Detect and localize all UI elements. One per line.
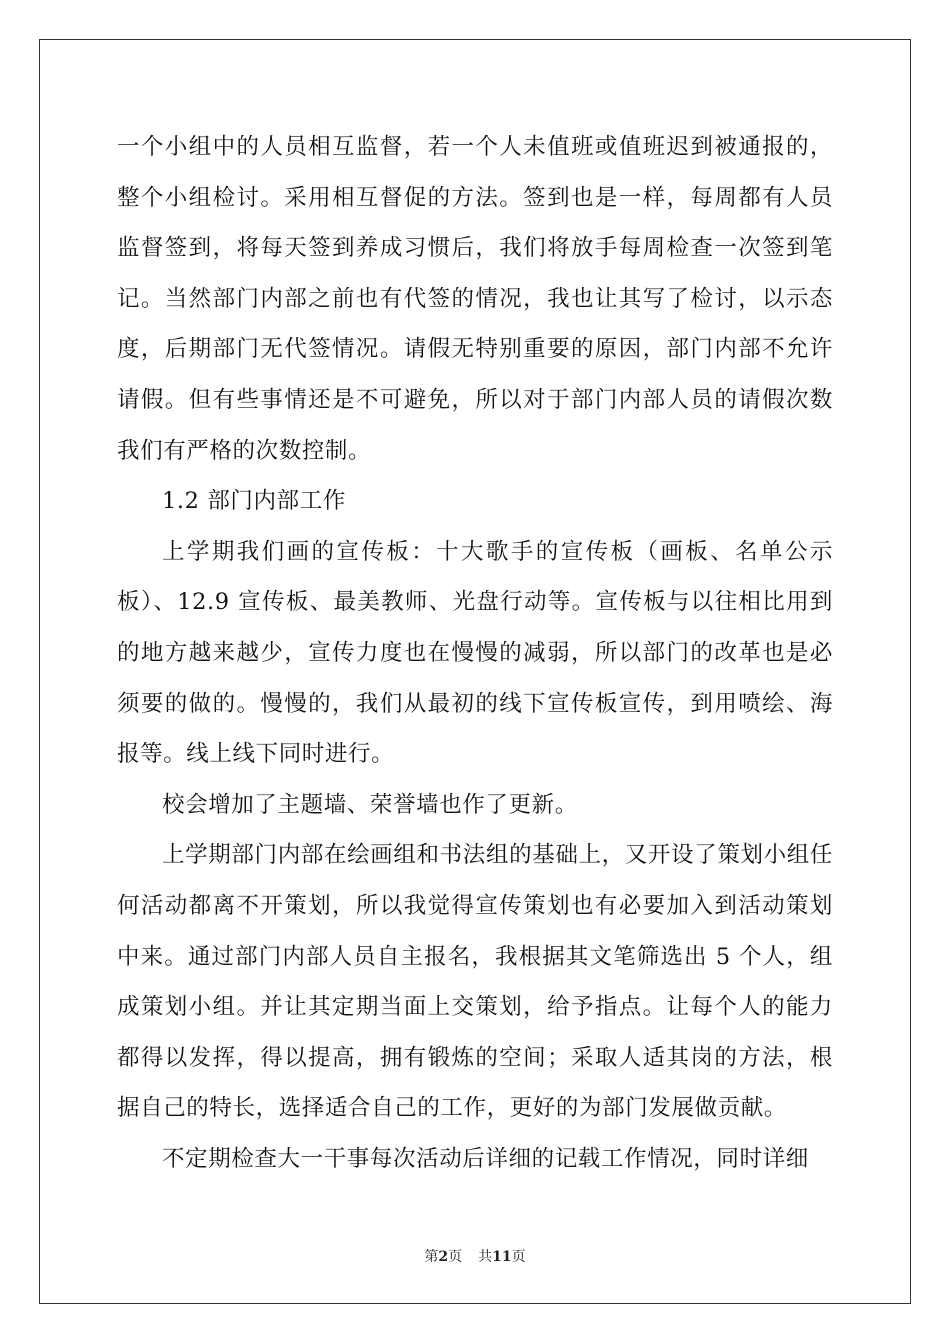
page-footer — [0, 1246, 950, 1266]
paragraph-1: 一个小组中的人员相互监督，若一个人未值班或值班迟到被通报的，整个小组检讨。采用相互督促的方法。签到也是一样，每周都有人员监督签到，将每天签到养成习惯后，我们将放手每周检查一次签到笔记。当然部门内部之前也有代签的情况，我也让其写了检讨，以示态度，后期部门无代签情况。请假无特别重要的原因，部门内部不允许请假。但有些事情还是不可避免，所以对于部门内部人员的请假次数我们有严格的次数控制。 — [117, 134, 833, 464]
page-current: 2 — [438, 1249, 449, 1265]
document-body — [117, 122, 833, 1184]
page-total: 11 — [492, 1249, 512, 1265]
paragraph-5: 不定期检查大一干事每次活动后详细的记载工作情况，同时详细 — [162, 1145, 809, 1172]
section-heading: 1.2 部门内部工作 — [162, 488, 346, 515]
total-prefix: 共 — [478, 1249, 493, 1265]
paragraph-2: 上学期我们画的宣传板：十大歌手的宣传板（画板、名单公示板）、12.9 宣传板、最美教师、光盘行动等。宣传板与以往相比用到的地方越来越少，宣传力度也在慢慢的减弱，所以部门的改革也是必须要的做的。慢慢的，我们从最初的线下宣传板宣传，到用喷绘、海报等。线上线下同时进行。 — [117, 538, 833, 768]
paragraph-4: 上学期部门内部在绘画组和书法组的基础上，又开设了策划小组任何活动都离不开策划，所以我觉得宣传策划也有必要加入到活动策划中来。通过部门内部人员自主报名，我根据其文笔筛选出 5 个人，组成策划小组。并让其定期当面上交策划，给予指点。让每个人的能力都得以发挥，得以提高，拥有锻炼的空间；采取人适其岗的方法，根据自己的特长，选择适合自己的工作，更好的为部门发展做贡献。 — [117, 842, 833, 1122]
page-prefix: 第 — [424, 1249, 439, 1265]
paragraph-3: 校会增加了主题墙、荣誉墙也作了更新。 — [162, 791, 578, 818]
total-suffix: 页 — [511, 1249, 526, 1265]
page-suffix: 页 — [448, 1249, 463, 1265]
